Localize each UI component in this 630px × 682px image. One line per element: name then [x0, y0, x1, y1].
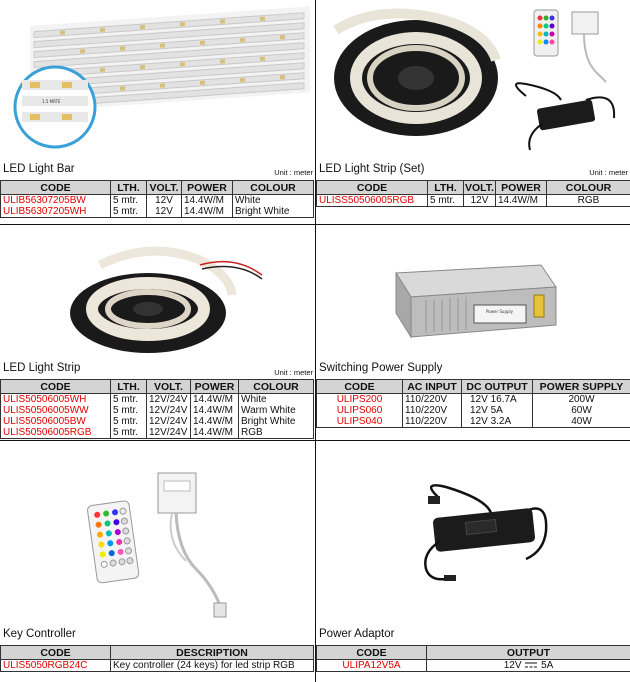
table-row: [1, 427, 314, 439]
strip-set-title: LED Light Strip (Set): [319, 163, 425, 175]
description-cell: Key controller (24 keys) for led strip RGB: [111, 660, 314, 672]
product-code: ULIS50506005RGB: [1, 427, 111, 439]
col-header: LTH.: [428, 181, 464, 195]
dc-output-cell: 12V 16.7A: [462, 394, 533, 406]
table-row: [1, 660, 314, 672]
strip-set-unit: Unit : meter: [589, 168, 628, 177]
light-bar-table: [0, 180, 314, 218]
table-row: [1, 405, 314, 416]
volt-cell: 12V: [464, 195, 496, 207]
table-row: [317, 405, 630, 416]
col-header: COLOUR: [547, 181, 630, 195]
col-header: COLOUR: [239, 380, 314, 394]
adapter-photo: [516, 83, 614, 150]
power-supply-photo: [316, 225, 630, 361]
col-header: CODE: [1, 380, 111, 394]
product-code: ULIPS040: [317, 416, 403, 428]
col-header: OUTPUT: [427, 646, 630, 660]
section-led-light-strip: [0, 225, 315, 440]
product-code: ULISS50506005RGB: [317, 195, 428, 207]
key-controller-photo: [0, 441, 315, 629]
product-code: ULIPA12V5A: [317, 660, 427, 672]
section-led-strip-set: [316, 0, 630, 224]
light-bar-title: LED Light Bar: [3, 163, 75, 175]
length-cell: 5 mtr.: [428, 195, 464, 207]
table-row: [317, 195, 630, 207]
product-code: ULIB56307205BW: [1, 195, 111, 207]
col-header: CODE: [1, 181, 111, 195]
colour-cell: RGB: [239, 427, 314, 439]
product-code: ULIS50506005BW: [1, 416, 111, 427]
colour-cell: RGB: [547, 195, 630, 207]
col-header: CODE: [317, 380, 403, 394]
ac-input-cell: 110/220V: [403, 405, 462, 416]
length-cell: 5 mtr.: [111, 195, 147, 207]
dc-symbol-icon: [524, 661, 538, 669]
length-cell: 5 mtr.: [111, 405, 147, 416]
section-led-light-bar: [0, 0, 315, 224]
product-code: ULIPS060: [317, 405, 403, 416]
led-bar-photo: [0, 0, 315, 162]
power-cell: 14.4W/M: [182, 206, 233, 218]
led-strip-reel-photo: [334, 14, 498, 136]
col-header: DC OUTPUT: [462, 380, 533, 394]
product-code: ULIB56307205WH: [1, 206, 111, 218]
table-row: [317, 416, 630, 428]
remote-photo: [534, 10, 558, 56]
adapter-photo: [316, 441, 630, 629]
col-header: POWER: [182, 181, 233, 195]
colour-cell: Bright White: [239, 416, 314, 427]
remote-photo: [87, 500, 139, 583]
wattage-cell: 40W: [533, 416, 630, 428]
strip-unit: Unit : meter: [274, 368, 313, 377]
table-row: [1, 195, 314, 207]
col-header: AC INPUT: [403, 380, 462, 394]
table-row: [1, 394, 314, 406]
section-key-controller: [0, 441, 315, 682]
power-cell: 14.4W/M: [191, 405, 239, 416]
length-cell: 5 mtr.: [111, 416, 147, 427]
key-controller-title: Key Controller: [3, 628, 76, 640]
wattage-cell: 60W: [533, 405, 630, 416]
colour-cell: Warm White: [239, 405, 314, 416]
wattage-cell: 200W: [533, 394, 630, 406]
col-header: VOLT.: [465, 181, 494, 194]
power-supply-label: Power Supply: [486, 309, 513, 314]
volt-cell: 12V/24V: [147, 416, 191, 427]
light-bar-unit: Unit : meter: [274, 168, 313, 177]
colour-cell: White: [239, 394, 314, 406]
strip-title: LED Light Strip: [3, 362, 81, 374]
power-cell: 14.4W/M: [191, 394, 239, 406]
col-header: POWER: [496, 181, 547, 195]
led-strip-reel-photo: [0, 225, 315, 361]
output-cell: [427, 660, 630, 672]
power-cell: 14.4W/M: [182, 195, 233, 207]
colour-cell: White: [233, 195, 314, 207]
product-code: ULIS5050RGB24C: [1, 660, 111, 672]
power-cell: 14.4W/M: [496, 195, 547, 207]
power-supply-table: [316, 379, 630, 428]
table-row: [1, 416, 314, 427]
dc-output-cell: 12V 5A: [462, 405, 533, 416]
bar-label-1: 1.5 MRTE: [42, 99, 61, 104]
volt-cell: 12V/24V: [147, 394, 191, 406]
volt-cell: 12V: [147, 195, 182, 207]
length-cell: 5 mtr.: [111, 394, 147, 406]
section-power-adaptor: [316, 441, 630, 682]
key-controller-table: [0, 645, 314, 672]
col-header: DESCRIPTION: [111, 646, 314, 660]
section-switching-power-supply: [316, 225, 630, 440]
col-header: CODE: [317, 646, 427, 660]
ac-input-cell: 110/220V: [403, 416, 462, 428]
power-cell: 14.4W/M: [191, 427, 239, 439]
led-strip-set-photo: [316, 0, 630, 162]
col-header: POWER SUPPLY: [533, 380, 630, 394]
power-adaptor-table: [316, 645, 630, 672]
volt-cell: 12V: [147, 206, 182, 218]
col-header: LTH.: [111, 380, 147, 394]
col-header: CODE: [1, 646, 111, 660]
controller-box-photo: [158, 473, 226, 617]
product-code: ULIS50506005WW: [1, 405, 111, 416]
table-row: [317, 660, 630, 672]
table-row: [1, 206, 314, 218]
col-header: VOLT.: [147, 380, 191, 394]
output-voltage: 12V: [503, 660, 522, 671]
col-header: COLOUR: [233, 181, 314, 195]
table-row: [317, 394, 630, 406]
colour-cell: Bright White: [233, 206, 314, 218]
volt-cell: 12V/24V: [147, 405, 191, 416]
col-header: VOLT.: [147, 181, 182, 195]
power-cell: 14.4W/M: [191, 416, 239, 427]
ac-input-cell: 110/220V: [403, 394, 462, 406]
strip-set-table: [316, 180, 630, 207]
length-cell: 5 mtr.: [111, 427, 147, 439]
output-current: 5A: [541, 660, 554, 671]
power-supply-title: Switching Power Supply: [319, 362, 443, 374]
product-code: ULIPS200: [317, 394, 403, 406]
strip-table: [0, 379, 314, 439]
controller-box-photo: [572, 12, 606, 82]
col-header: CODE: [317, 181, 428, 195]
power-adaptor-title: Power Adaptor: [319, 628, 395, 640]
col-header: LTH.: [111, 181, 147, 195]
dc-output-cell: 12V 3.2A: [462, 416, 533, 428]
product-code: ULIS50506005WH: [1, 394, 111, 406]
length-cell: 5 mtr.: [111, 206, 147, 218]
volt-cell: 12V/24V: [147, 427, 191, 439]
col-header: POWER: [191, 380, 239, 394]
